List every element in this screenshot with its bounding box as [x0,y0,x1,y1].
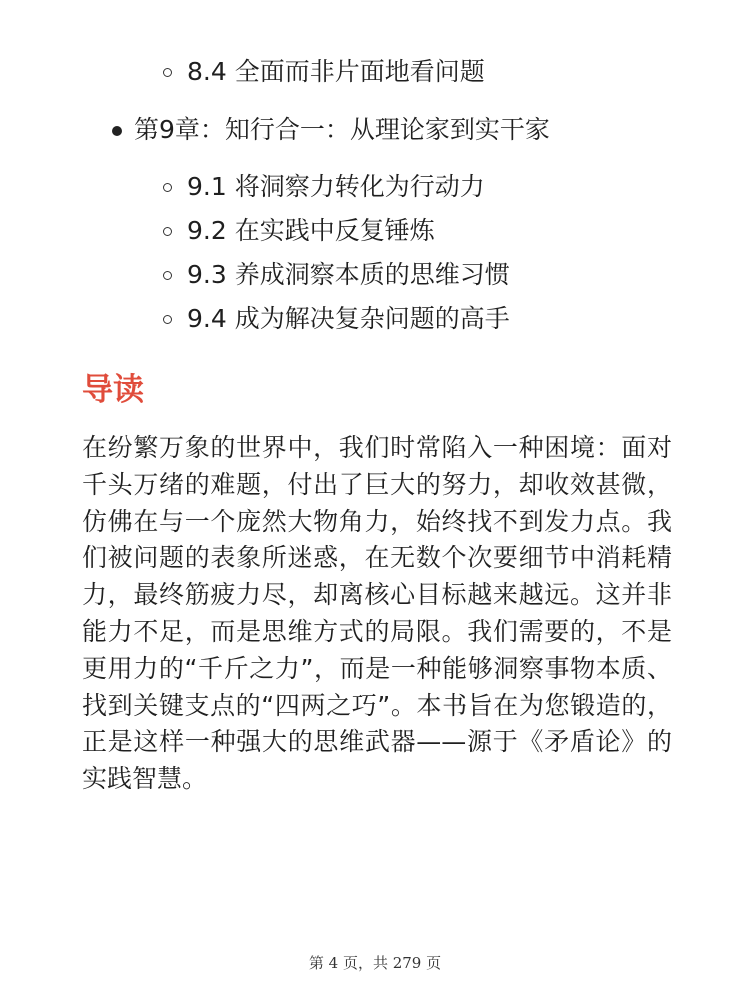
hollow-bullet-icon [163,183,172,192]
hollow-bullet-icon [163,68,172,77]
hollow-bullet-icon [163,227,172,236]
hollow-bullet-icon [163,271,172,280]
filled-bullet-icon [112,126,122,136]
section-heading: 导读 [82,372,144,408]
toc-subsection-8-4[interactable]: 8.4 全面而非片面地看问题 [187,57,485,86]
toc-subsection-9-1[interactable]: 9.1 将洞察力转化为行动力 [187,172,485,201]
toc-chapter-9[interactable]: 第9章：知行合一：从理论家到实干家 [134,115,550,144]
toc-subsection-9-3[interactable]: 9.3 养成洞察本质的思维习惯 [187,260,510,289]
toc-subsection-9-2[interactable]: 9.2 在实践中反复锤炼 [187,216,435,245]
intro-paragraph: 在纷繁万象的世界中，我们时常陷入一种困境：面对千头万绪的难题，付出了巨大的努力，却收效甚微，仿佛在与一个庞然大物角力，始终找不到发力点。我们被问题的表象所迷惑，在无数个次要细节中消耗精力，最终筋疲力尽，却离核心目标越来越远。这并非能力不足，而是思维方式的局限。我们需要的，不是更用力的“千斤之力”，而是一种能够洞察事物本质、找到关键支点的“四两之巧”。本书旨在为您锻造的，正是这样一种强大的思维武器——源于《矛盾论》的实践智慧。 [82,433,672,794]
page-indicator: 第 4 页，共 279 页 [308,954,442,972]
toc-subsection-9-4[interactable]: 9.4 成为解决复杂问题的高手 [187,304,510,333]
hollow-bullet-icon [163,315,172,324]
